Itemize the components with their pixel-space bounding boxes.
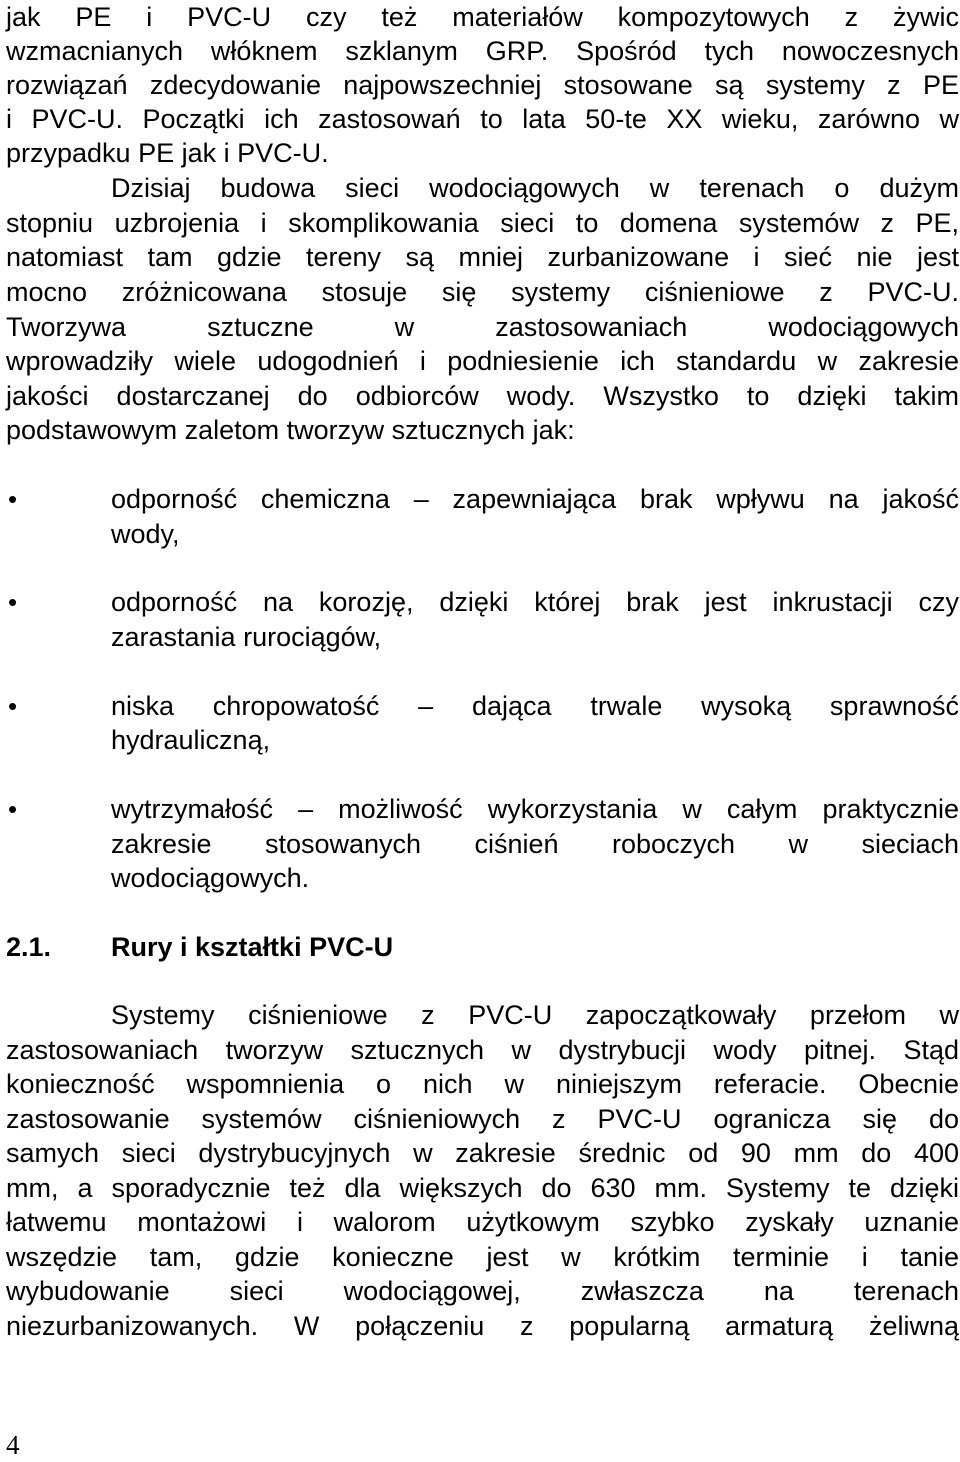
text-line: przypadku PE jak i PVC-U. (6, 138, 329, 168)
text-line: rozwiązań zdecydowanie najpowszechniej stosowane są systemy z PE (6, 70, 959, 100)
text-line: stopniu uzbrojenia i skomplikowania sieci to domena systemów z PE, (6, 208, 959, 238)
text-line: niezurbanizowanych. W połączeniu z popularną armaturą żeliwną (6, 1311, 959, 1341)
list-item-text: wytrzymałość – możliwość wykorzystania w całym praktycznie (111, 794, 959, 824)
text-line: zastosowanie systemów ciśnieniowych z PVC-U ogranicza się do (6, 1104, 959, 1134)
text-line: łatwemu montażowi i walorom użytkowym szybko zyskały uznanie (6, 1207, 959, 1237)
text-line: wybudowanie sieci wodociągowej, zwłaszcza na terenach (6, 1276, 959, 1306)
text-line: mm, a sporadycznie też dla większych do 630 mm. Systemy te dzięki (6, 1173, 959, 1203)
section-title: Rury i kształtki PVC-U (111, 932, 394, 962)
text-line: samych sieci dystrybucyjnych w zakresie średnic od 90 mm do 400 (6, 1138, 959, 1168)
text-line: natomiast tam gdzie tereny są mniej zurbanizowane i sieć nie jest (6, 242, 959, 272)
text-line: mocno zróżnicowana stosuje się systemy ciśnieniowe z PVC-U. (6, 277, 959, 307)
text-line: Tworzywa sztuczne w zastosowaniach wodociągowych (6, 312, 959, 342)
list-item-text: zakresie stosowanych ciśnień roboczych w sieciach (111, 829, 959, 859)
list-item-text: odporność na korozję, dzięki której brak jest inkrustacji czy (111, 587, 959, 617)
text-line: wprowadziły wiele udogodnień i podniesienie ich standardu w zakresie (6, 346, 959, 376)
list-item-text: hydrauliczną, (111, 725, 271, 755)
text-line: podstawowym zaletom tworzyw sztucznych jak: (6, 415, 575, 445)
bullet-marker: • (8, 794, 18, 824)
list-item-text: odporność chemiczna – zapewniająca brak wpływu na jakość (111, 484, 959, 514)
text-line: wzmacnianych włóknem szklanym GRP. Spośród tych nowoczesnych (6, 36, 959, 66)
section-number: 2.1. (6, 932, 52, 962)
list-item-text: zarastania rurociągów, (111, 622, 382, 652)
text-line: jak PE i PVC-U czy też materiałów kompozytowych z żywic (6, 2, 959, 32)
list-item-text: wodociągowych. (111, 863, 310, 893)
text-line: Dzisiaj budowa sieci wodociągowych w terenach o dużym (111, 173, 959, 203)
bullet-marker: • (8, 691, 18, 721)
text-line: i PVC-U. Początki ich zastosowań to lata 50-te XX wieku, zarówno w (6, 104, 959, 134)
text-line: jakości dostarczanej do odbiorców wody. Wszystko to dzięki takim (6, 381, 959, 411)
text-line: konieczność wspomnienia o nich w niniejszym referacie. Obecnie (6, 1069, 959, 1099)
bullet-marker: • (8, 587, 18, 617)
text-line: Systemy ciśnieniowe z PVC-U zapoczątkowały przełom w (111, 1000, 959, 1030)
page-number: 4 (6, 1430, 20, 1460)
list-item-text: wody, (111, 519, 180, 549)
text-line: zastosowaniach tworzyw sztucznych w dystrybucji wody pitnej. Stąd (6, 1035, 959, 1065)
bullet-marker: • (8, 484, 18, 514)
text-line: wszędzie tam, gdzie konieczne jest w krótkim terminie i tanie (6, 1242, 959, 1272)
list-item-text: niska chropowatość – dająca trwale wysoką sprawność (111, 691, 959, 721)
